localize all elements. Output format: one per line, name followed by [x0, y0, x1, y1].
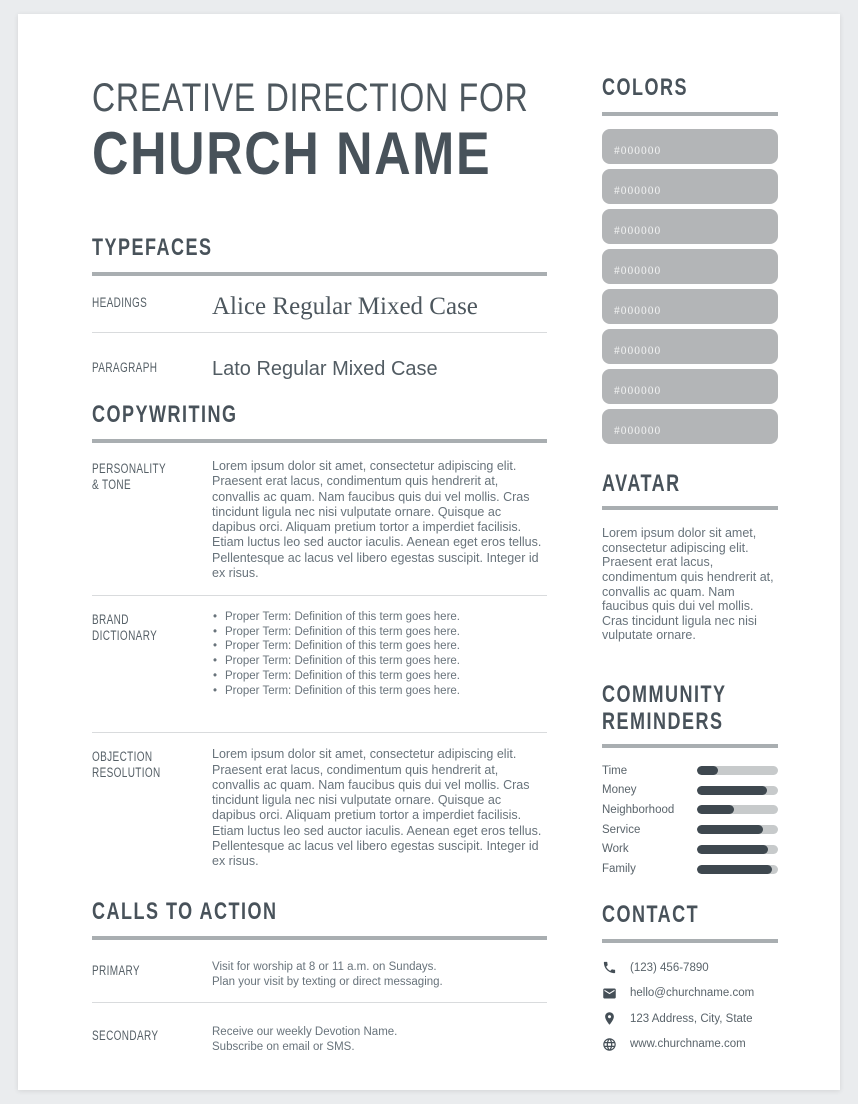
- typeface-row-paragraph: [92, 333, 547, 381]
- reminder-label: Neighborhood: [602, 803, 675, 816]
- calls-to-action-section: [92, 900, 547, 1055]
- list-item: • Proper Term: Definition of this term goes here.: [212, 610, 547, 625]
- secondary-cta-line-2: Subscribe on email or SMS.: [212, 1041, 355, 1054]
- avatar-text: Lorem ipsum dolor sit amet, consectetur adipiscing elit. Praesent erat lacus, condimentum quis hendrerit at, convallis ac quam. Nam faucibus quis dui vel mollis. Cras tincidunt ligula nec nisi vulputate ornare.: [602, 526, 774, 643]
- contact-row-email: [602, 980, 778, 1006]
- secondary-label: SECONDARY: [92, 1028, 159, 1044]
- copywriting-heading: COPYWRITING: [92, 401, 238, 428]
- reminder-row: [602, 820, 778, 840]
- reminder-row: [602, 761, 778, 781]
- reminder-label: Service: [602, 823, 641, 836]
- reminder-bar-track: [697, 766, 778, 775]
- contact-heading: CONTACT: [602, 900, 700, 928]
- calls-to-action-heading: CALLS TO ACTION: [92, 898, 278, 926]
- reminder-bar-fill: [697, 766, 718, 775]
- primary-cta-line-1: Visit for worship at 8 or 11 a.m. on Sundays.: [212, 961, 437, 974]
- reminder-bar-fill: [697, 786, 767, 795]
- swatch-hex-label: #000000: [614, 304, 662, 317]
- color-swatch: [602, 289, 778, 324]
- email-address: hello@churchname.com: [630, 987, 755, 1000]
- color-swatch: [602, 329, 778, 364]
- reminder-label: Work: [602, 843, 629, 856]
- list-item: • Proper Term: Definition of this term goes here.: [212, 654, 547, 669]
- reminder-bar-track: [697, 845, 778, 854]
- community-reminders-section: [602, 682, 778, 879]
- colors-heading: COLORS: [602, 74, 689, 101]
- headings-label: HEADINGS: [92, 295, 148, 310]
- color-swatch: [602, 249, 778, 284]
- secondary-cta-row: [92, 1003, 547, 1055]
- section-rule: [602, 112, 778, 116]
- contact-row-address: [602, 1006, 778, 1032]
- list-item: • Proper Term: Definition of this term goes here.: [212, 639, 547, 654]
- swatch-hex-label: #000000: [614, 184, 662, 197]
- reminder-label: Family: [602, 863, 636, 876]
- avatar-section: [602, 472, 778, 643]
- list-item: • Proper Term: Definition of this term goes here.: [212, 625, 547, 640]
- swatch-hex-label: #000000: [614, 224, 662, 237]
- color-swatch: [602, 369, 778, 404]
- color-swatch: [602, 209, 778, 244]
- title-line-1: CREATIVE DIRECTION FOR: [92, 76, 529, 120]
- secondary-cta-line-1: Receive our weekly Devotion Name.: [212, 1026, 398, 1039]
- reminder-row: [602, 840, 778, 860]
- right-column: [602, 14, 778, 1057]
- reminder-bar-fill: [697, 845, 768, 854]
- paragraph-typeface-sample: Lato Regular Mixed Case: [212, 358, 438, 380]
- section-rule: [602, 506, 778, 510]
- objection-resolution-text: Lorem ipsum dolor sit amet, consectetur adipiscing elit. Praesent erat lacus, condimentum quis hendrerit at, convallis ac quam. Nam faucibus quis dui vel mollis. Cras tincidunt ligula nec nisi vulputate ornare. Quisque ac dapibus orci. Aliquam pretium tortor a imperdiet facilisis. Etiam luctus leo sed auctor iaculis. Aenean eget eros tellus. Pellentesque ac lacus vel libero egestas suscipit. Integer id ex risus.: [212, 747, 542, 869]
- contact-section: [602, 900, 778, 1057]
- contact-list: [602, 955, 778, 1057]
- brand-dictionary-list: [212, 610, 547, 698]
- phone-number: (123) 456-7890: [630, 961, 709, 974]
- swatch-hex-label: #000000: [614, 424, 662, 437]
- color-swatch: [602, 409, 778, 444]
- brand-dictionary-label: BRAND DICTIONARY: [92, 612, 158, 643]
- avatar-heading: AVATAR: [602, 470, 681, 497]
- typeface-row-headings: [92, 276, 547, 333]
- paragraph-label: PARAGRAPH: [92, 360, 158, 375]
- section-rule: [602, 939, 778, 943]
- community-heading-line-1: COMMUNITY: [602, 681, 727, 708]
- color-swatch-list: [602, 129, 778, 444]
- typefaces-section: [92, 236, 547, 381]
- phone-icon: [602, 960, 617, 975]
- section-rule: [602, 744, 778, 748]
- reminder-label: Time: [602, 764, 628, 777]
- objection-resolution-row: [92, 733, 547, 883]
- page-title: [92, 76, 547, 187]
- swatch-hex-label: #000000: [614, 344, 662, 357]
- website-url: www.churchname.com: [630, 1038, 746, 1051]
- copywriting-section: [92, 403, 547, 883]
- reminder-bar-track: [697, 865, 778, 874]
- list-item: • Proper Term: Definition of this term goes here.: [212, 669, 547, 684]
- reminder-row: [602, 800, 778, 820]
- swatch-hex-label: #000000: [614, 144, 662, 157]
- swatch-hex-label: #000000: [614, 264, 662, 277]
- headings-typeface-sample: Alice Regular Mixed Case: [212, 293, 478, 320]
- globe-icon: [602, 1037, 617, 1052]
- contact-row-website: [602, 1031, 778, 1057]
- primary-cta-line-2: Plan your visit by texting or direct messaging.: [212, 976, 443, 989]
- reminder-bar-track: [697, 786, 778, 795]
- street-address: 123 Address, City, State: [630, 1012, 753, 1025]
- reminder-bar-fill: [697, 825, 763, 834]
- personality-tone-row: [92, 443, 547, 596]
- location-icon: [602, 1011, 617, 1026]
- reminder-label: Money: [602, 784, 637, 797]
- reminder-row: [602, 859, 778, 879]
- reminder-bar-fill: [697, 865, 772, 874]
- brand-sheet-page: [18, 14, 840, 1090]
- reminder-bar-fill: [697, 805, 734, 814]
- personality-tone-label: PERSONALITY & TONE: [92, 461, 166, 492]
- reminder-bar-track: [697, 805, 778, 814]
- title-line-2: CHURCH NAME: [92, 120, 492, 187]
- swatch-hex-label: #000000: [614, 384, 662, 397]
- email-icon: [602, 986, 617, 1001]
- objection-resolution-label: OBJECTION RESOLUTION: [92, 749, 161, 780]
- reminder-bar-list: [602, 761, 778, 879]
- primary-cta-row: [92, 940, 547, 1003]
- contact-row-phone: [602, 955, 778, 981]
- brand-dictionary-row: [92, 596, 547, 733]
- reminder-bar-track: [697, 825, 778, 834]
- list-item: • Proper Term: Definition of this term goes here.: [212, 684, 547, 699]
- reminder-row: [602, 780, 778, 800]
- colors-section: [602, 76, 778, 444]
- color-swatch: [602, 129, 778, 164]
- color-swatch: [602, 169, 778, 204]
- community-heading-line-2: REMINDERS: [602, 707, 724, 735]
- personality-tone-text: Lorem ipsum dolor sit amet, consectetur adipiscing elit. Praesent erat lacus, condimentum quis hendrerit at, convallis ac quam. Nam faucibus quis dui vel mollis. Cras tincidunt ligula nec nisi vulputate ornare. Quisque ac dapibus orci. Aliquam pretium tortor a imperdiet facilisis. Etiam luctus leo sed auctor iaculis. Aenean eget eros tellus. Pellentesque ac lacus vel libero egestas suscipit. Integer id ex risus.: [212, 459, 542, 580]
- left-column: [92, 14, 547, 1055]
- typefaces-heading: TYPEFACES: [92, 234, 213, 261]
- primary-label: PRIMARY: [92, 963, 140, 979]
